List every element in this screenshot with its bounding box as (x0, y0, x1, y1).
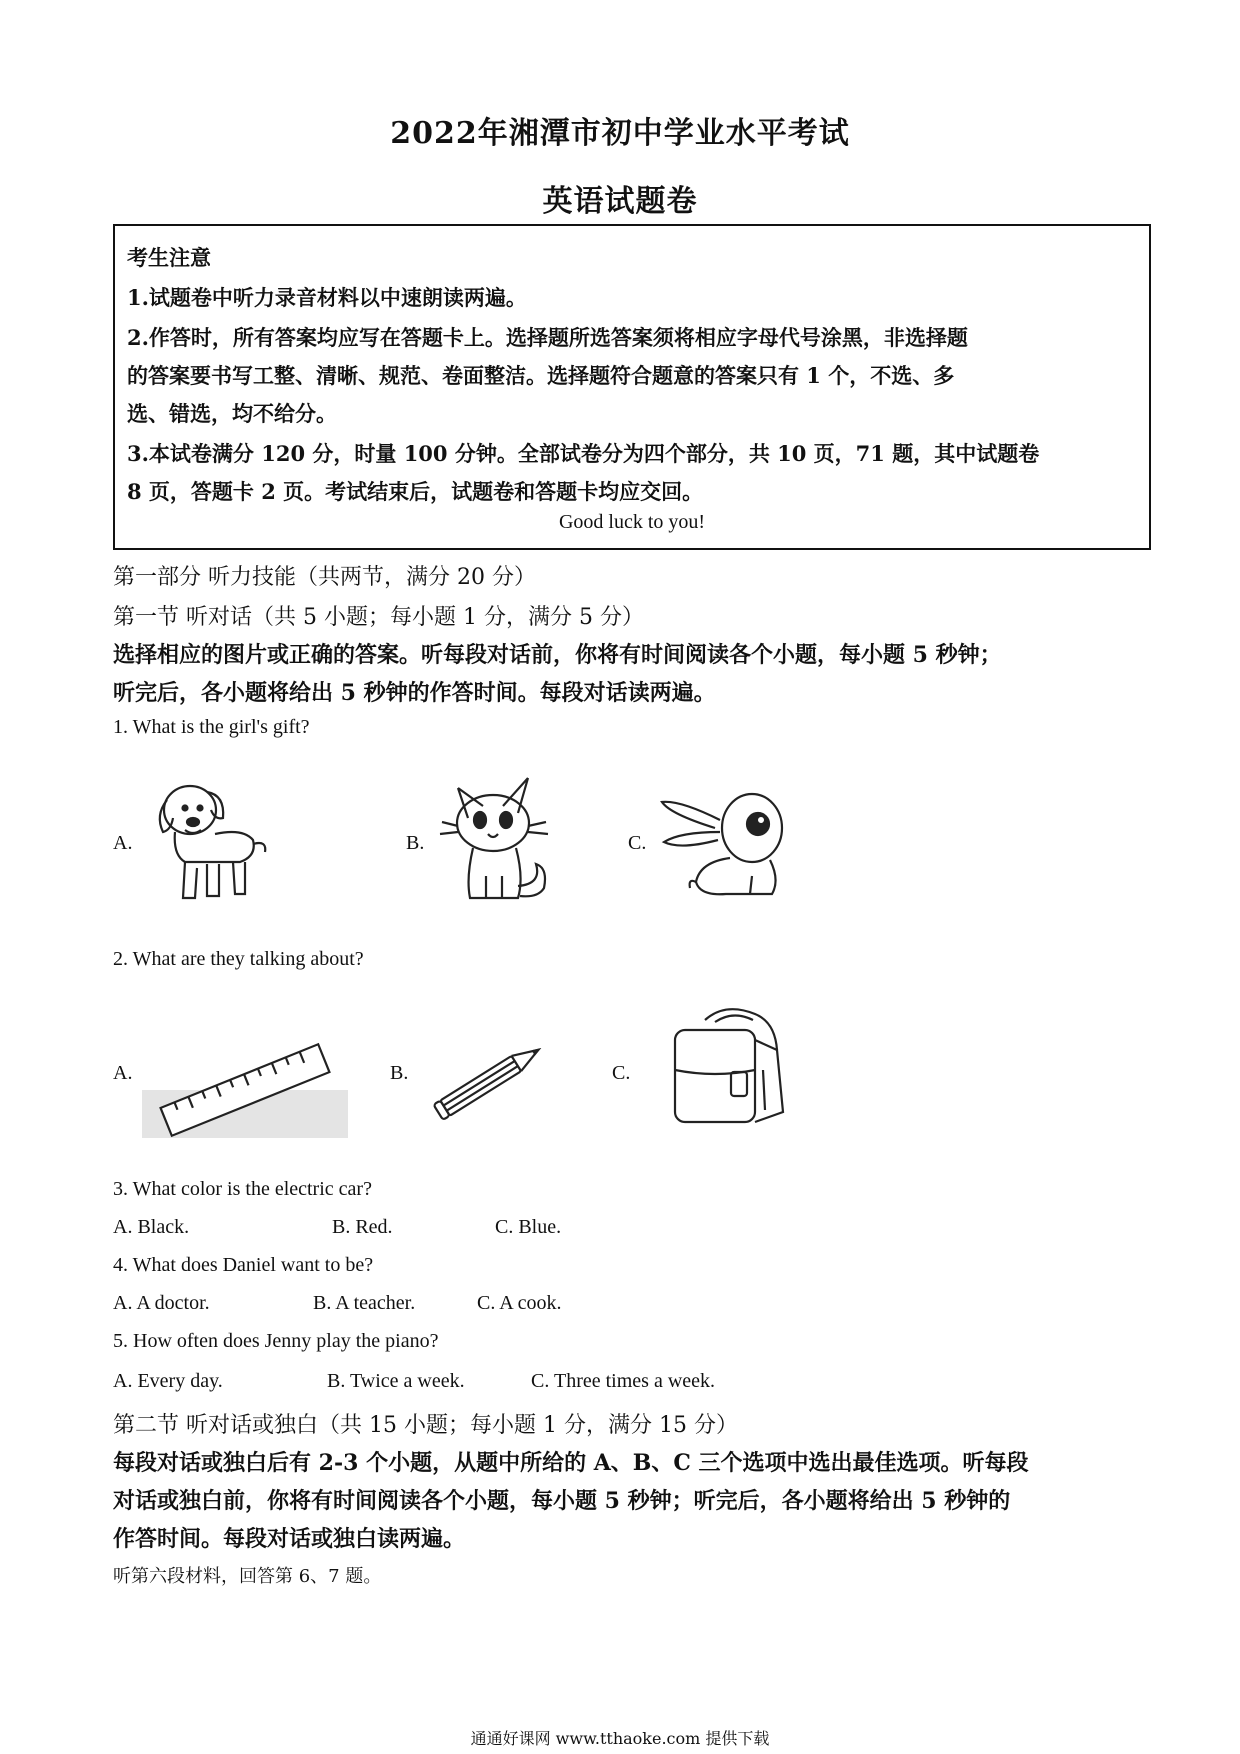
pencil-picture-icon (425, 1035, 555, 1129)
dog-picture-icon (145, 770, 275, 914)
exam-title: 2022年湘潭市初中学业水平考试 (390, 116, 850, 151)
good-luck-text: Good luck to you! (558, 511, 706, 533)
notice-line-1: 1.试题卷中听力录音材料以中速朗读两遍。 (127, 285, 527, 310)
section2-instruction-a: 每段对话或独白后有 2-3 个小题，从题中所给的 A、B、C 三个选项中选出最佳选项。听每段 (113, 1450, 1029, 1476)
section2-instruction-c: 作答时间。每段对话或独白读两遍。 (113, 1526, 466, 1552)
question-4: 4. What does Daniel want to be? (113, 1254, 374, 1276)
section1-instruction-a: 选择相应的图片或正确的答案。听每段对话前，你将有时间阅读各个小题，每小题 5 秒钟； (113, 642, 1002, 668)
q4-option-a: A. A doctor. (113, 1292, 210, 1314)
q2-option-b: B. (390, 1062, 409, 1084)
q2-option-c: C. (612, 1062, 631, 1084)
q5-option-c: C. Three times a week. (531, 1370, 716, 1392)
section1-title: 第一节 听对话（共 5 小题；每小题 1 分，满分 5 分） (113, 605, 644, 630)
question-2: 2. What are they talking about? (113, 948, 364, 970)
cat-picture-icon (438, 768, 558, 912)
q4-option-c: C. A cook. (477, 1292, 562, 1314)
notice-line-2a: 2.作答时，所有答案均应写在答题卡上。选择题所选答案须将相应字母代号涂黑，非选择题 (127, 325, 968, 350)
ruler-picture-icon (140, 1030, 350, 1144)
notice-line-3b: 8 页，答题卡 2 页。考试结束后，试题卷和答题卡均应交回。 (127, 479, 704, 504)
section2-sub-instruction: 听第六段材料，回答第 6、7 题。 (113, 1566, 382, 1587)
paper-subtitle: 英语试题卷 (542, 184, 698, 219)
q1-option-b: B. (406, 832, 425, 854)
section1-instruction-b: 听完后，各小题将给出 5 秒钟的作答时间。每段对话读两遍。 (113, 680, 716, 706)
notice-line-2b: 的答案要书写工整、清晰、规范、卷面整洁。选择题符合题意的答案只有 1 个，不选、多 (127, 363, 955, 388)
question-3: 3. What color is the electric car? (113, 1178, 372, 1200)
q4-option-b: B. A teacher. (313, 1292, 416, 1314)
notice-heading: 考生注意 (127, 245, 211, 270)
q3-option-a: A. Black. (113, 1216, 190, 1238)
notice-line-2c: 选、错选，均不给分。 (127, 401, 337, 426)
q1-option-a: A. (113, 832, 133, 854)
rabbit-picture-icon (660, 770, 810, 904)
part1-title: 第一部分 听力技能（共两节，满分 20 分） (113, 565, 536, 590)
q1-option-c: C. (628, 832, 647, 854)
notice-line-3a: 3.本试卷满分 120 分，时量 100 分钟。全部试卷分为四个部分，共 10 页，71 题，其中试题卷 (127, 441, 1040, 466)
notice-box (113, 224, 1151, 550)
q3-option-c: C. Blue. (495, 1216, 562, 1238)
footer-source: 通通好课网 www.tthaoke.com 提供下载 (470, 1729, 770, 1748)
section2-title: 第二节 听对话或独白（共 15 小题；每小题 1 分，满分 15 分） (113, 1413, 738, 1438)
question-1: 1. What is the girl's gift? (113, 716, 310, 738)
section2-instruction-b: 对话或独白前，你将有时间阅读各个小题，每小题 5 秒钟；听完后，各小题将给出 5 秒钟的 (113, 1488, 1011, 1514)
q5-option-a: A. Every day. (113, 1370, 223, 1392)
question-5: 5. How often does Jenny play the piano? (113, 1330, 439, 1352)
q5-option-b: B. Twice a week. (327, 1370, 465, 1392)
q3-option-b: B. Red. (332, 1216, 393, 1238)
q2-option-a: A. (113, 1062, 133, 1084)
schoolbag-picture-icon (665, 1000, 795, 1134)
